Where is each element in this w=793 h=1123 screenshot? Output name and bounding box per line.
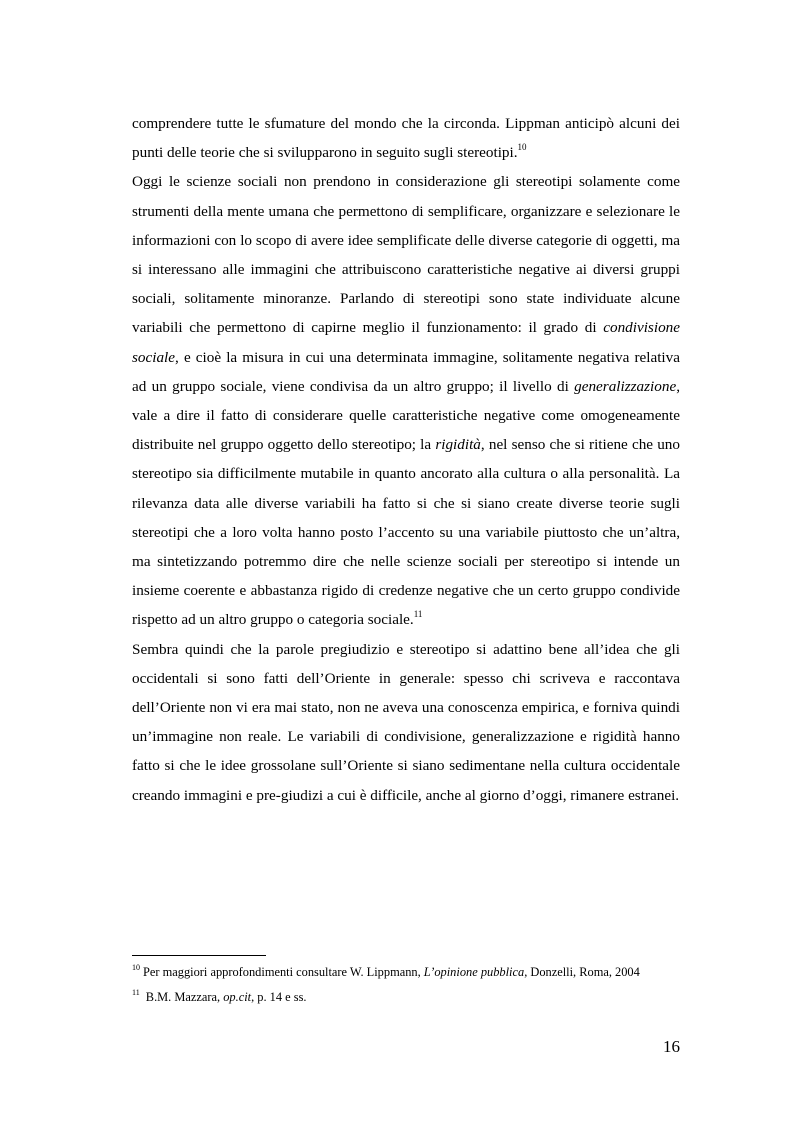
footnote-10 bbox=[132, 964, 692, 980]
footnotes bbox=[132, 964, 692, 1014]
paragraph bbox=[132, 167, 680, 634]
text-run: , vale a dire il fatto di considerare quelle caratteristiche negative come omogeneamente distribuite nel gruppo oggetto dello stereotipo; la bbox=[132, 377, 680, 454]
text-run: , nel senso che si ritiene che uno stereotipo sia difficilmente mutabile in quanto ancorato alla cultura o alla personalità. La rilevanza data alle diverse variabili ha fatto si che si siano create diverse teorie sugli stereotipi che a loro volta hanno posto l’accento su una variabile piuttosto che un’altra, ma sintetizzando potremmo dire che nelle scienze sociali per stereotipo si intende un insieme coerente e abbastanza rigido di credenze negative che un certo gruppo condivide rispetto ad un altro gruppo o categoria sociale. bbox=[132, 436, 680, 629]
italic-term: rigidità bbox=[435, 436, 481, 454]
italic-term: op.cit bbox=[223, 990, 252, 1004]
text-run: , e cioè la misura in cui una determinata immagine, solitamente negativa relativa ad un gruppo sociale, viene condivisa da un altro gruppo; il livello di bbox=[132, 348, 680, 395]
paragraph bbox=[132, 635, 680, 810]
footnote-ref: 10 bbox=[517, 142, 527, 153]
footnote-ref: 11 bbox=[132, 987, 140, 997]
body-text bbox=[132, 109, 680, 810]
footnote-ref: 10 bbox=[132, 962, 140, 972]
text-run: Sembra quindi che la parole pregiudizio e stereotipo si adattino bene all’idea che gli occidentali si sono fatti dell’Oriente in generale: spesso chi scriveva e raccontava dell’Oriente non vi era mai stato, non ne aveva una conoscenza empirica, e forniva quindi un’immagine non reale. Le variabili di condivisione, generalizzazione e rigidità hanno fatto si che le idee grossolane sull’Oriente si siano sedimentane nella cultura occidentale creando immagini e pre-giudizi a cui è difficile, anche al giorno d’oggi, rimanere estranei. bbox=[132, 640, 680, 804]
text-run: B.M. Mazzara, bbox=[142, 990, 224, 1004]
text-run: Per maggiori approfondimenti consultare W. Lippmann, bbox=[143, 965, 424, 979]
page-number: 16 bbox=[663, 1037, 680, 1056]
text-run: , Donzelli, Roma, 2004 bbox=[524, 965, 640, 979]
paragraph bbox=[132, 109, 680, 167]
italic-term: generalizzazione bbox=[574, 377, 677, 395]
footnote-separator bbox=[132, 955, 266, 956]
text-run: comprendere tutte le sfumature del mondo che la circonda. Lippman anticipò alcuni dei punti delle teorie che si svilupparono in seguito sugli stereotipi. bbox=[132, 115, 680, 162]
italic-term: condivisione sociale bbox=[132, 319, 680, 366]
text-run: , p. 14 e ss. bbox=[251, 990, 307, 1004]
italic-term: L’opinione pubblica bbox=[423, 965, 525, 979]
text-run: Oggi le scienze sociali non prendono in considerazione gli stereotipi solamente come strumenti della mente umana che permettono di semplificare, organizzare e selezionare le informazioni con lo scopo di avere idee semplificate delle diverse categorie di oggetti, ma si interessano alle immagini che attribuiscono caratteristiche negative ai diversi gruppi sociali, solitamente minoranze. Parlando di stereotipi sono state individuate alcune variabili che permettono di capirne meglio il funzionamento: il grado di bbox=[132, 173, 680, 337]
footnote-ref: 11 bbox=[413, 609, 423, 620]
footnote-11 bbox=[132, 989, 692, 1005]
